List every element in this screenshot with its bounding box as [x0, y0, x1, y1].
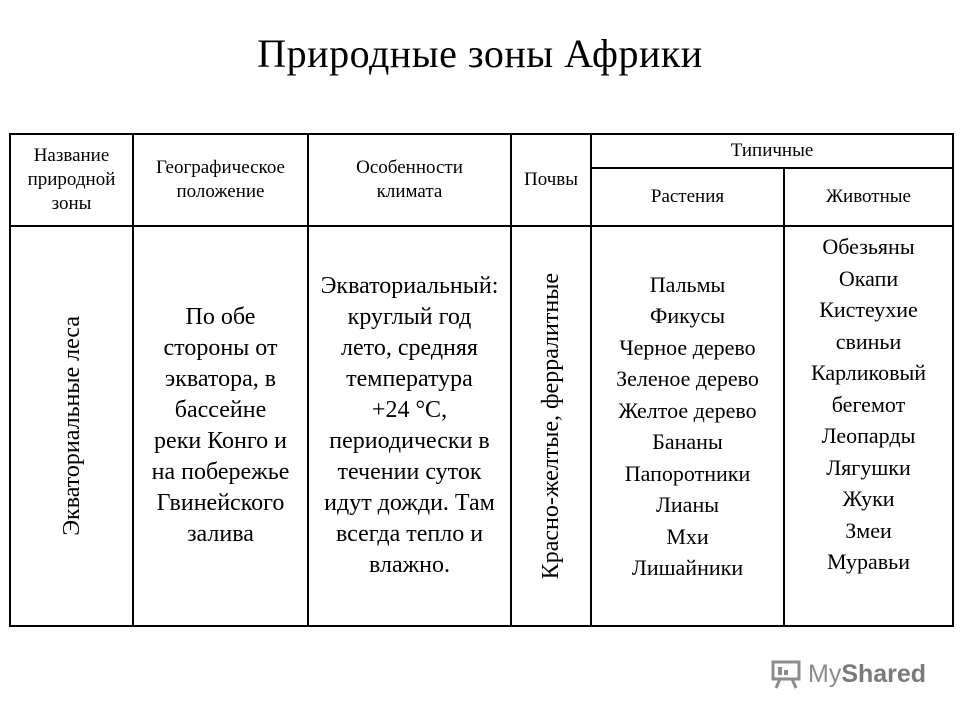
list-item: Мхи — [666, 523, 709, 549]
list-item: Карликовый — [810, 360, 927, 385]
list-item: Муравьи — [827, 549, 910, 574]
myshared-watermark[interactable] — [770, 656, 926, 692]
watermark-brand-suffix: Shared — [841, 659, 927, 688]
header-typical: Типичные — [591, 134, 953, 168]
page-title: Природные зоны Африки — [257, 31, 703, 76]
soils-text: Красно-желтые, ферралитные — [538, 272, 564, 580]
list-item: Кистеухие — [819, 297, 918, 322]
cell-soils — [511, 226, 591, 626]
list-item: Лианы — [655, 492, 719, 517]
header-zone-name: Название природной зоны — [10, 134, 133, 226]
cell-animals — [784, 226, 953, 626]
list-item: Черное дерево — [619, 334, 756, 360]
list-item: Лишайники — [631, 555, 744, 580]
watermark-brand-prefix: My — [808, 659, 842, 688]
list-item: Жуки — [842, 486, 895, 511]
header-climate: Особенности климата — [308, 134, 511, 226]
list-item: бегемот — [831, 391, 906, 417]
list-item: Бананы — [652, 429, 723, 454]
header-soils: Почвы — [511, 134, 591, 226]
list-item: Зеленое дерево — [616, 366, 759, 391]
list-item: Окапи — [838, 265, 899, 291]
nature-zones-table — [9, 133, 954, 627]
list-item: Лягушки — [826, 454, 911, 480]
cell-geo-position: По обе стороны от экватора, в бассейне реки Конго и на побережье Гвинейского залива — [133, 226, 308, 626]
list-item: Желтое дерево — [618, 397, 757, 423]
header-plants: Растения — [591, 168, 784, 226]
list-item: Леопарды — [821, 423, 916, 448]
zone-name-text: Экваториальные леса — [58, 316, 85, 536]
list-item: Змеи — [845, 517, 892, 543]
list-item: Пальмы — [649, 271, 726, 297]
list-item: свиньи — [835, 328, 902, 354]
list-item: Фикусы — [649, 303, 726, 328]
cell-zone-name — [10, 226, 133, 626]
list-item: Папоротники — [624, 460, 751, 486]
cell-plants — [591, 226, 784, 626]
header-geo-position: Географическое положение — [133, 134, 308, 226]
header-animals: Животные — [784, 168, 953, 226]
list-item: Обезьяны — [822, 234, 915, 259]
presentation-board-icon — [770, 658, 802, 690]
cell-climate: Экваториальный: круглый год лето, средняя температура +24 °С, периодически в течении суток идут дожди. Там всегда тепло и влажно. — [308, 226, 511, 626]
